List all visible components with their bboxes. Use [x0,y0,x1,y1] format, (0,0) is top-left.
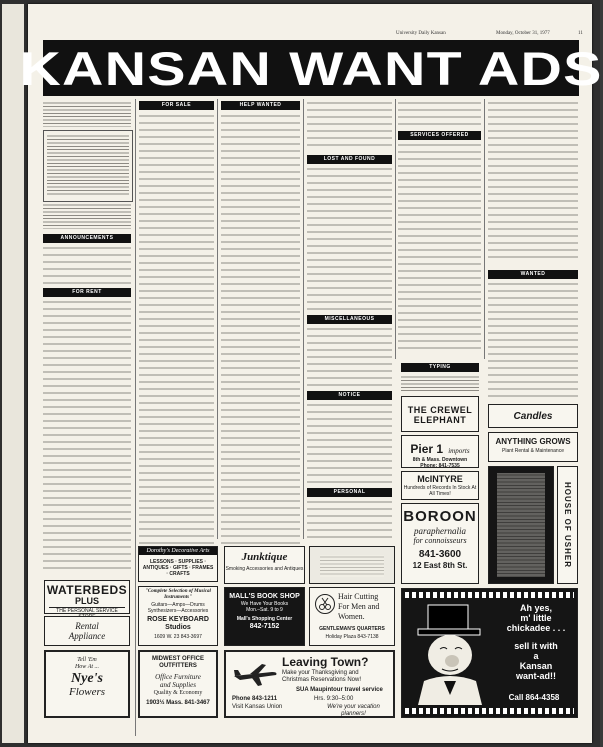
column-rule [484,99,485,359]
rates-table-text [47,134,129,196]
travel-title: Leaving Town? [282,655,369,669]
pier1-name2: imports [448,447,470,455]
folio-paper-name: University Daily Kansan [396,31,446,36]
boroon-address: 12 East 8th St. [412,561,468,570]
travel-line2: Christmas Reservations Now! [282,677,362,683]
column-rule [217,99,218,539]
section-header-lost-found: LOST AND FOUND [307,155,392,164]
section-header-for-sale: FOR SALE [139,101,214,110]
chickadee-phone: Call 864-4358 [508,693,560,702]
chickadee-ad [401,588,578,718]
waterbeds-sub: THE PERSONAL SERVICE [49,607,125,620]
rose-mid: Guitars—Amps—Drums Synthesizers—Accessories [147,602,209,614]
airplane-icon [232,662,278,688]
travel-service-ad [224,650,395,718]
nyes-line2: How At ... [74,664,100,670]
malls-sub: We Have Your Books [240,601,289,607]
section-header-wanted: WANTED [488,270,578,279]
midwest-name2: OUTFITTERS [159,663,197,669]
column-rule [135,99,136,736]
mcintyre-ad [401,471,479,500]
crewel-name: THE CREWEL [407,405,473,415]
section-header-typing: TYPING [401,363,479,372]
travel-visit: Visit Kansas Union [232,704,283,710]
film-strip-bottom [405,708,574,714]
services-offered-listings [398,143,481,351]
anything-grows-name: ANYTHING GROWS [495,437,571,446]
folio-date: Monday, October 31, 1977 [496,31,550,36]
decorative-items: LESSONS · SUPPLIES · ANTIQUES · GIFTS · FRAMES · CRAFTS [142,559,214,577]
lost-found-listings [307,167,392,311]
gentlemans-quarters-photo [309,546,395,584]
book-shop-vertical-ad [488,466,554,584]
travel-phone: Phone 843-1211 [232,696,278,702]
folio-page-number: 11 [578,31,583,36]
haircutting-ad [309,587,395,646]
nyes-flowers-ad [44,650,130,718]
midwest-line1: Office Furniture [155,673,201,681]
services-cont-listings [488,101,578,263]
miscellaneous-listings [307,327,392,387]
boroon-line1: paraphernalia [413,526,466,536]
section-header-notice: NOTICE [307,391,392,400]
midwest-name: MIDWEST OFFICE [152,656,204,662]
boroon-phone: 841-3600 [418,549,462,560]
film-strip-top [405,592,574,598]
pier1-name: Pier 1 [410,442,444,456]
boroon-ad [401,503,479,584]
personal-listings [307,500,392,540]
chickadee-line1: Ah yes, [519,603,552,613]
section-header-announcements: ANNOUNCEMENTS [43,234,131,243]
hair-line1: Hair Cutting [338,592,379,601]
for-rent-listings [43,300,131,574]
chickadee-line2: m' little [520,613,552,623]
hair-line3: Women. [338,612,365,621]
waterbeds-plus: PLUS [74,596,99,606]
midwest-line3: Quality & Economy [153,690,203,696]
rose-top: "Complete Selection of Musical Instruments" [145,589,211,600]
rose-address: 1609 W. 23 843-3697 [154,634,202,640]
vertical-ad-text [497,473,545,577]
boroon-line2: for connoisseurs [413,536,467,545]
column-rule [395,99,396,359]
notice-listings [307,403,392,483]
chickadee-line6: Kansan [519,661,553,671]
hair-name: GENTLEMAN'S QUARTERS [319,626,385,632]
section-header-for-rent: FOR RENT [43,288,131,297]
decorative-arts-ad [138,546,218,582]
boroon-name: BOROON [403,508,477,525]
anything-grows-sub: Plant Rental & Maintenance [502,448,564,454]
help-wanted-cont-listings [307,101,392,151]
scissors-icon [315,594,335,614]
chickadee-line4: sell it with [514,641,558,651]
midwest-address: 1903½ Mass. 841-3467 [146,700,210,706]
adjacent-page-edge [2,4,24,743]
waterbeds-title: WATERBEDS [46,583,128,597]
wc-fields-caricature-icon [414,603,486,705]
midwest-line2: and Supplies [160,681,196,689]
rose-name: ROSE KEYBOARD [147,616,209,623]
rental-name2: Appliance [68,631,106,641]
mcintyre-name: McINTYRE [417,474,463,484]
hair-line2: For Men and [338,602,380,611]
waterbeds-ad [44,580,130,614]
malls-hours: Mon.–Sat. 9 to 9 [246,607,283,613]
page-banner [19,40,603,96]
rates-table [43,130,133,202]
malls-phone: 842-7152 [249,623,280,630]
announcements-listings [43,246,131,284]
junktique-name: Junktique [241,551,288,563]
travel-brand: SUA Maupintour travel service [296,687,383,693]
junktique-sub: Smoking Accessories and Antiques [225,566,304,572]
section-header-personal: PERSONAL [307,488,392,497]
newspaper-page [19,4,603,743]
candles-name: Candles [513,411,553,422]
candles-ad [488,404,578,428]
for-sale-listings [139,114,214,544]
section-header-help-wanted: HELP WANTED [221,101,300,110]
pier1-imports-ad [401,435,479,468]
crewel-name2: ELEPHANT [413,415,467,425]
anything-grows-ad [488,432,578,462]
rose-name2: Studios [165,624,191,631]
hair-location: Holiday Plaza 843-7138 [325,634,379,640]
misc-cont-listings [398,101,481,127]
nyes-name: Nye's [71,671,103,686]
malls-book-shop-ad [224,587,305,646]
help-wanted-listings [221,114,300,544]
crewel-elephant-ad [401,396,479,432]
rates-text [43,101,131,127]
banner-title: KANSAN WANT ADS [19,41,603,95]
mcintyre-sub: Hundreds of Records In Stock At All Times! [403,485,477,497]
malls-title: MALL'S BOOK SHOP [229,593,300,600]
chickadee-line5: a [533,651,539,661]
chickadee-line3: chickadee . . . [506,623,566,633]
rental-name: Rental [75,621,99,631]
travel-tagline: We're your vacation planners! [327,704,380,717]
travel-hours: Hrs. 9:30–5:00 [314,696,354,702]
decorative-title: Dorothy's Decorative Arts [139,547,217,555]
rose-keyboard-ad [138,586,218,646]
typing-listings [401,375,479,391]
chickadee-line7: want-ad!! [516,671,556,681]
midwest-office-ad [138,650,218,718]
travel-line1: Make your Thanksgiving and [282,670,359,676]
pier1-phone: Phone: 841-7535 [420,463,460,469]
house-of-usher-name: HOUSE OF USHER [563,481,572,568]
section-header-miscellaneous: MISCELLANEOUS [307,315,392,324]
nyes-line1: Tell 'Em [77,657,97,663]
nyes-name2: Flowers [68,686,106,698]
rental-appliance-ad [44,616,130,646]
wanted-listings [488,282,578,400]
pier1-address: 8th & Mass. Downtown [412,457,468,463]
junktique-ad [224,546,305,584]
photo-texture [320,555,384,577]
malls-location: Mall's Shopping Center [236,616,293,622]
house-of-usher-ad [557,466,578,584]
section-header-services-offered: SERVICES OFFERED [398,131,481,140]
column-rule [303,99,304,539]
deadline-text [43,203,131,229]
